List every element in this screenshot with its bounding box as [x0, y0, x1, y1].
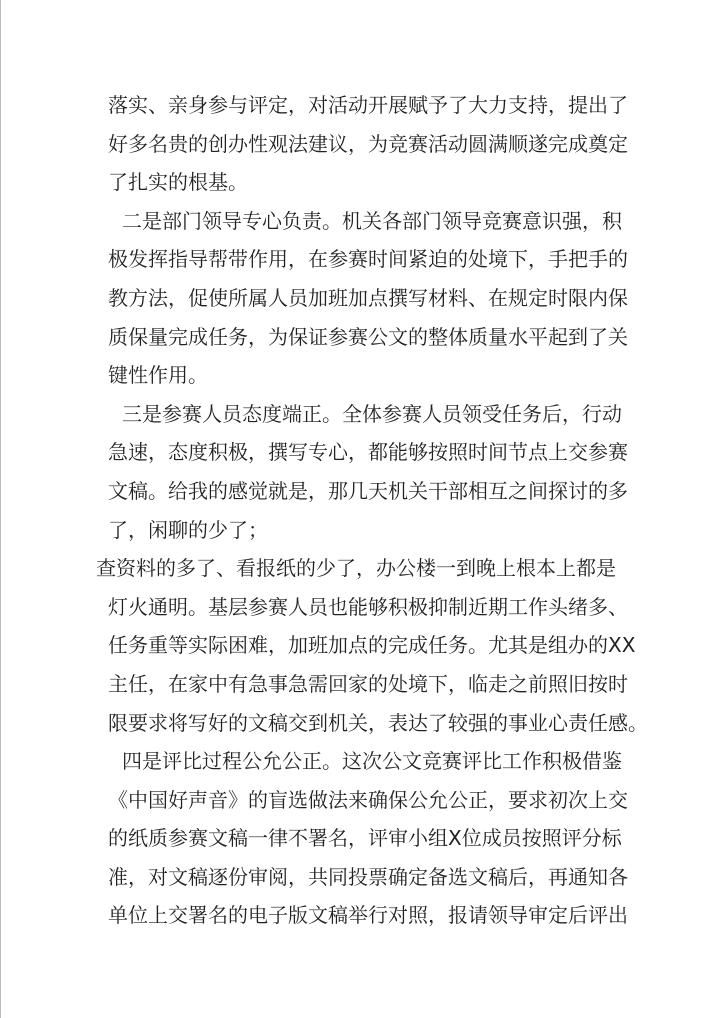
text-line: 主任，在家中有急事急需回家的处境下，临走之前照旧按时: [108, 671, 628, 696]
text-line: 好多名贵的创办性观法建议，为竞赛活动圆满顺遂完成奠定: [108, 131, 628, 156]
text-line: 文稿。给我的感觉就是，那几天机关干部相互之间探讨的多: [108, 478, 628, 503]
document-body: [96, 86, 648, 935]
text-line: 的纸质参赛文稿一律不署名，评审小组X位成员按照评分标: [108, 826, 622, 851]
text-line: 键性作用。: [108, 363, 208, 388]
paragraph-start-line: 二是部门领导专心负责。机关各部门领导竞赛意识强，积: [122, 208, 622, 233]
text-line: 落实、亲身参与评定，对活动开展赋予了大力支持，提出了: [108, 93, 628, 117]
text-line: 急速，态度积极，撰写专心，都能够按照时间节点上交参赛: [108, 440, 628, 465]
text-line: 了，闲聊的少了；: [108, 517, 268, 542]
text-line: 极发挥指导帮带作用，在参赛时间紧迫的处境下，手把手的: [108, 247, 628, 272]
text-line: 准，对文稿逐份审阅，共同投票确定备选文稿后，再通知各: [108, 864, 628, 889]
text-line: 任务重等实际困难，加班加点的完成任务。尤其是组办的XX: [108, 633, 636, 658]
text-line: 单位上交署名的电子版文稿举行对照，报请领导审定后评出: [108, 903, 628, 928]
page-left-border: [0, 0, 1, 1018]
paragraph-start-line: 三是参赛人员态度端正。全体参赛人员领受任务后，行动: [122, 401, 622, 426]
text-line: 质保量完成任务，为保证参赛公文的整体质量水平起到了关: [108, 324, 628, 349]
text-line: 了扎实的根基。: [108, 170, 248, 195]
text-line: 限要求将写好的文稿交到机关，表达了较强的事业心责任感。: [108, 710, 648, 735]
text-line: 灯火通明。基层参赛人员也能够积极抑制近期工作头绪多、: [108, 594, 628, 619]
text-line: 教方法，促使所属人员加班加点撰写材料、在规定时限内保: [108, 285, 628, 310]
text-line: 《中国好声音》的盲选做法来确保公允公正，要求初次上交: [108, 787, 628, 812]
text-line: 查资料的多了、看报纸的少了，办公楼一到晚上根本上都是: [96, 556, 616, 581]
paragraph-start-line: 四是评比过程公允公正。这次公文竞赛评比工作积极借鉴: [122, 749, 622, 774]
